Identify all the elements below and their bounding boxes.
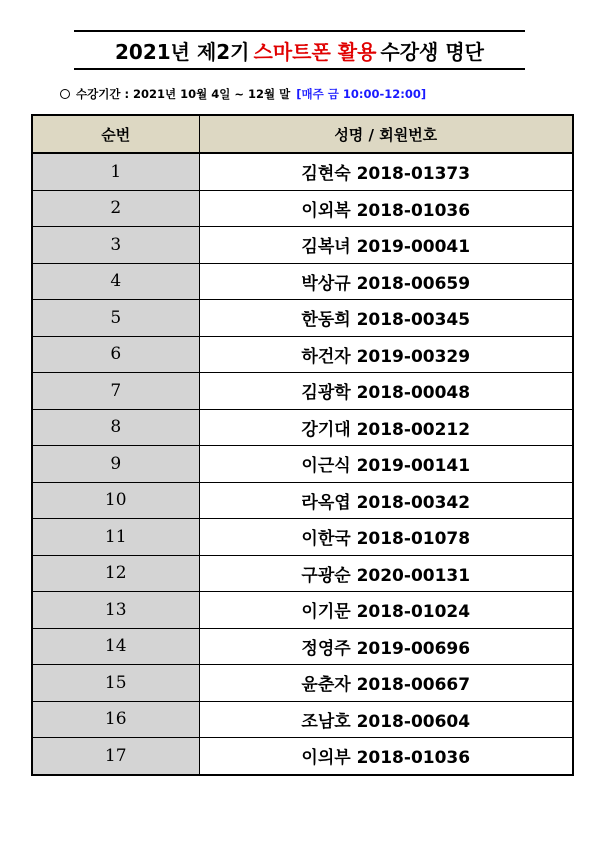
table-row — [32, 665, 573, 702]
row-number: 10 — [32, 482, 199, 519]
title-part1: 2021년 제2기 — [115, 39, 250, 64]
row-number: 11 — [32, 519, 199, 556]
header-name-member-id: 성명 / 회원번호 — [199, 115, 573, 153]
row-name-member-id: 한동희 2018-00345 — [199, 300, 573, 337]
table-row — [32, 153, 573, 190]
table-row — [32, 227, 573, 264]
row-number: 14 — [32, 628, 199, 665]
table-row — [32, 555, 573, 592]
row-number: 1 — [32, 153, 199, 190]
row-number: 5 — [32, 300, 199, 337]
table-row — [32, 446, 573, 483]
row-number: 13 — [32, 592, 199, 629]
period-label: 수강기간 : 2021년 10월 4일 ~ 12월 말 — [76, 87, 291, 101]
row-number: 7 — [32, 373, 199, 410]
row-name-member-id: 김현숙 2018-01373 — [199, 153, 573, 190]
row-name-member-id: 윤춘자 2018-00667 — [199, 665, 573, 702]
row-name-member-id: 김복녀 2019-00041 — [199, 227, 573, 264]
table-row — [32, 300, 573, 337]
row-number: 6 — [32, 336, 199, 373]
table-row — [32, 263, 573, 300]
document-title — [74, 30, 525, 70]
title-part2: 수강생 명단 — [380, 39, 484, 64]
table-row — [32, 628, 573, 665]
course-period — [60, 84, 550, 104]
row-number: 12 — [32, 555, 199, 592]
row-number: 9 — [32, 446, 199, 483]
table-row — [32, 409, 573, 446]
table-row — [32, 482, 573, 519]
row-number: 3 — [32, 227, 199, 264]
row-number: 2 — [32, 190, 199, 227]
row-name-member-id: 정영주 2019-00696 — [199, 628, 573, 665]
table-row — [32, 190, 573, 227]
row-name-member-id: 이기문 2018-01024 — [199, 592, 573, 629]
row-name-member-id: 이한국 2018-01078 — [199, 519, 573, 556]
row-name-member-id: 조남호 2018-00604 — [199, 701, 573, 738]
row-name-member-id: 이근식 2019-00141 — [199, 446, 573, 483]
title-highlight: 스마트폰 활용 — [253, 39, 377, 64]
row-number: 15 — [32, 665, 199, 702]
table-row — [32, 519, 573, 556]
row-name-member-id: 김광학 2018-00048 — [199, 373, 573, 410]
circle-bullet-icon — [60, 89, 70, 99]
row-number: 17 — [32, 738, 199, 775]
table-row — [32, 336, 573, 373]
table-header-row — [32, 115, 573, 153]
table-row — [32, 701, 573, 738]
row-number: 4 — [32, 263, 199, 300]
row-number: 16 — [32, 701, 199, 738]
table-row — [32, 592, 573, 629]
row-name-member-id: 박상규 2018-00659 — [199, 263, 573, 300]
table-row — [32, 373, 573, 410]
table-row — [32, 738, 573, 775]
row-name-member-id: 이의부 2018-01036 — [199, 738, 573, 775]
row-name-member-id: 강기대 2018-00212 — [199, 409, 573, 446]
row-name-member-id: 하건자 2019-00329 — [199, 336, 573, 373]
header-number: 순번 — [32, 115, 199, 153]
student-roster-table — [31, 114, 574, 776]
row-number: 8 — [32, 409, 199, 446]
period-schedule: [매주 금 10:00-12:00] — [296, 87, 427, 101]
row-name-member-id: 구광순 2020-00131 — [199, 555, 573, 592]
row-name-member-id: 이외복 2018-01036 — [199, 190, 573, 227]
row-name-member-id: 라옥엽 2018-00342 — [199, 482, 573, 519]
